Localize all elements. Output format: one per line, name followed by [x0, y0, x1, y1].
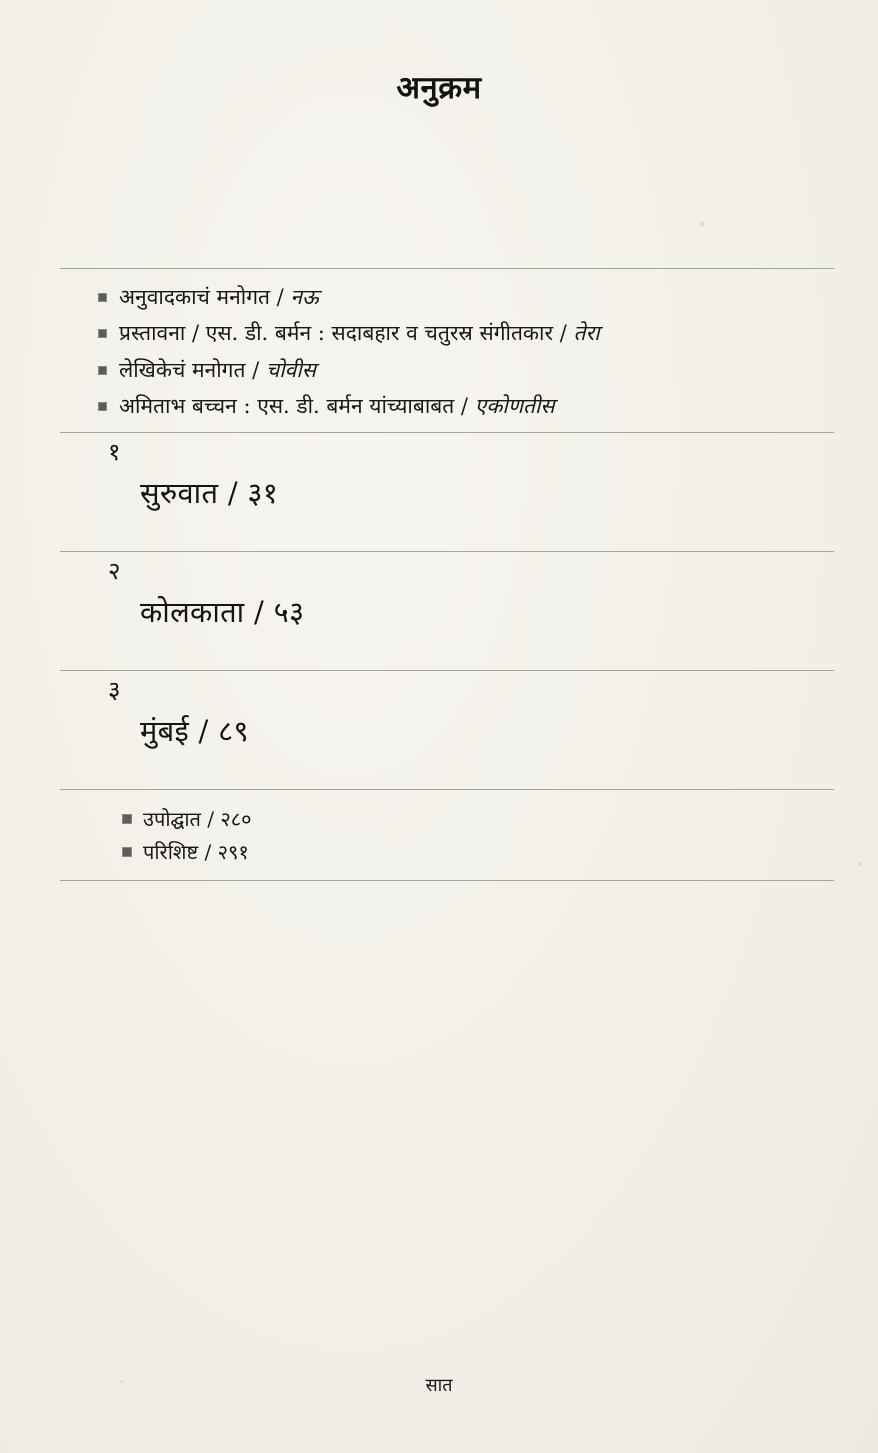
front-matter-entry	[119, 392, 555, 420]
back-matter-list	[60, 790, 834, 880]
list-item[interactable]	[60, 835, 834, 868]
chapter-title: मुंबई / ८९	[140, 714, 249, 749]
chapter-entry-2[interactable]	[60, 552, 834, 670]
list-item[interactable]	[60, 388, 834, 424]
list-item[interactable]	[60, 352, 834, 388]
chapter-number: २	[108, 557, 121, 586]
chapter-entry-3[interactable]	[60, 671, 834, 789]
entry-label: लेखिकेचं मनोगत /	[119, 357, 266, 382]
chapter-number: १	[108, 438, 121, 467]
chapter-title: सुरुवात / ३१	[140, 476, 279, 511]
list-item[interactable]	[60, 315, 834, 351]
page-folio: सात	[425, 1375, 453, 1396]
page-title: अनुक्रम	[396, 70, 482, 106]
front-matter-entry	[119, 319, 600, 347]
entry-page: नऊ	[290, 285, 319, 309]
entry-page: चोवीस	[265, 357, 316, 382]
square-bullet-icon	[98, 293, 107, 302]
square-bullet-icon	[122, 814, 132, 824]
entry-page: एकोणतीस	[474, 394, 555, 419]
divider	[60, 789, 834, 790]
divider-bottom	[60, 880, 834, 881]
paper-speck	[858, 862, 862, 866]
front-matter-entry	[119, 356, 316, 384]
front-matter-list	[60, 269, 834, 432]
entry-label: प्रस्तावना / एस. डी. बर्मन : सदाबहार व चतुरस्र संगीतकार /	[119, 321, 574, 346]
square-bullet-icon	[98, 402, 107, 411]
square-bullet-icon	[98, 329, 107, 338]
square-bullet-icon	[122, 847, 132, 857]
entry-page: तेरा	[573, 321, 600, 346]
front-matter-entry	[119, 283, 319, 311]
back-matter-entry: परिशिष्ट / २९१	[143, 840, 249, 865]
paper-speck	[700, 222, 705, 226]
list-item[interactable]	[60, 802, 834, 835]
square-bullet-icon	[98, 366, 107, 375]
chapter-title: कोलकाता / ५३	[140, 595, 305, 630]
table-of-contents	[60, 268, 834, 881]
chapter-number: ३	[108, 676, 121, 705]
divider-top	[60, 268, 834, 269]
back-matter-entry: उपोद्घात / २८०	[143, 807, 252, 832]
entry-label: अनुवादकाचं मनोगत /	[119, 285, 291, 309]
chapter-entry-1[interactable]	[60, 433, 834, 551]
entry-label: अमिताभ बच्चन : एस. डी. बर्मन यांच्याबाबत /	[119, 394, 475, 419]
list-item[interactable]	[60, 279, 834, 315]
